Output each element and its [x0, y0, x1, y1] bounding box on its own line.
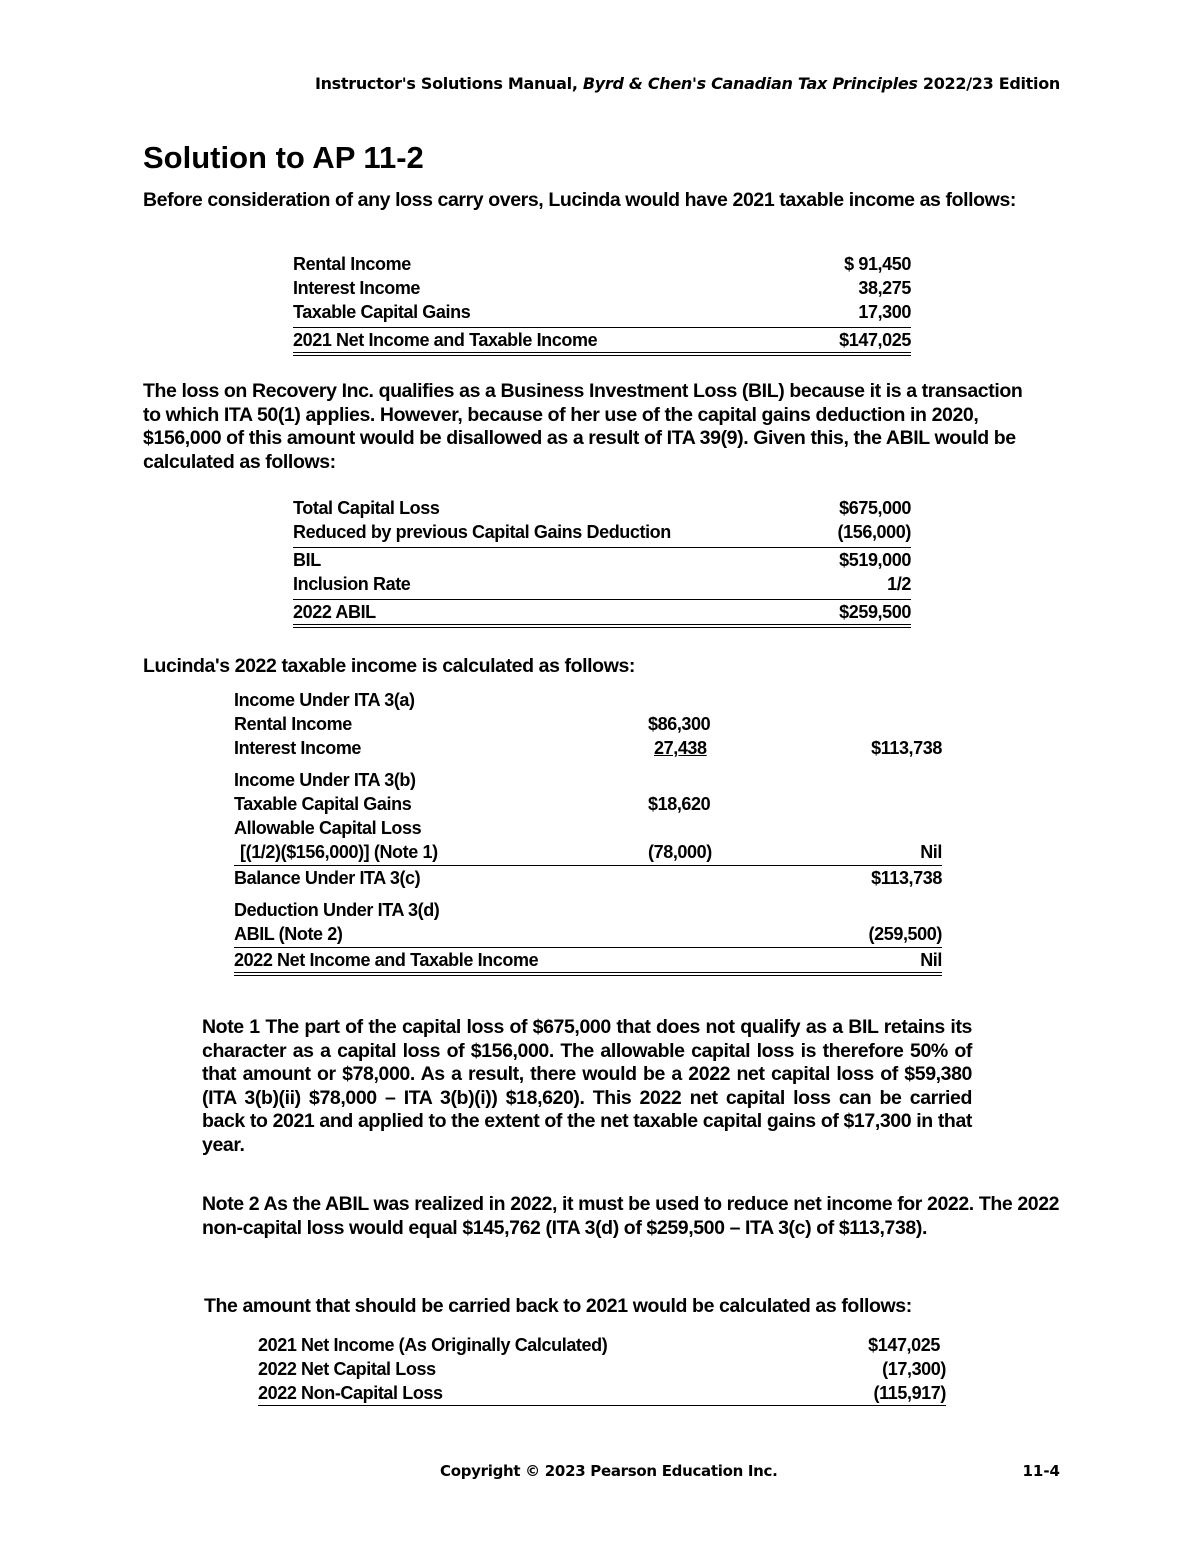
table-row [293, 252, 911, 276]
row-mid-value: 27,438 [654, 738, 707, 758]
table-total-row [293, 599, 911, 628]
row-value: (156,000) [837, 522, 911, 542]
header-book-title: Byrd & Chen's Canadian Tax Principles [582, 74, 918, 93]
copyright-footer: Copyright © 2023 Pearson Education Inc. [440, 1462, 778, 1480]
page-number: 11-4 [1022, 1462, 1060, 1480]
row-label: Balance Under ITA 3(c) [234, 868, 421, 888]
row-value: Nil [920, 842, 942, 862]
row-label: 2022 Net Income and Taxable Income [234, 950, 539, 970]
table-row [293, 547, 911, 572]
table-row [258, 1381, 946, 1406]
row-label: 2022 Non-Capital Loss [258, 1383, 443, 1403]
row-label: Rental Income [293, 254, 411, 274]
table-row [293, 276, 911, 300]
section-heading [234, 688, 942, 712]
section-heading [234, 898, 942, 922]
row-value: 1/2 [887, 574, 911, 594]
bil-paragraph: The loss on Recovery Inc. qualifies as a Business Investment Loss (BIL) because it is a transaction to which ITA 50(1) applies. However, because of her use of the capital gains deduction in 2020, $156,000 of this amount would be disallowed as a result of ITA 39(9). Given this, the ABIL would be calculated as follows: [143, 380, 1023, 473]
header-suffix: 2022/23 Edition [917, 74, 1060, 93]
table-total-row [234, 947, 942, 976]
note-1-text: The part of the capital loss of $675,000 that does not qualify as a BIL retains its character as a capital loss of $156,000. The allowable capital loss is therefore 50% of that amount or $78,000. As a result, there would be a 2022 net capital loss of $59,380 (ITA 3(b)(ii) $78,000 – ITA 3(b)(i)) $18,620). This 2022 net capital loss can be carried back to 2021 and applied to the extent of the net taxable capital gains of $17,300 in that year. [202, 1016, 972, 1156]
row-label: 2021 Net Income and Taxable Income [293, 330, 598, 350]
table-row [293, 300, 911, 324]
table-2021-income [293, 252, 911, 356]
row-label: Total Capital Loss [293, 498, 440, 518]
row-label: Interest Income [234, 738, 362, 758]
running-header [315, 74, 1060, 93]
row-label: Interest Income [293, 278, 421, 298]
row-value: (17,300) [882, 1359, 946, 1379]
heading-ita-3b: Income Under ITA 3(b) [234, 770, 416, 790]
note-2-label: Note 2 [202, 1193, 260, 1215]
note-1-label: Note 1 [202, 1016, 260, 1038]
row-label: BIL [293, 550, 321, 570]
row-label: ABIL (Note 2) [234, 924, 343, 944]
row-mid-value: $18,620 [648, 794, 711, 814]
row-value: $147,025 [868, 1335, 940, 1355]
row-label: Rental Income [234, 714, 352, 734]
row-value: $147,025 [839, 330, 911, 350]
row-value: $113,738 [871, 868, 942, 888]
row-value: Nil [920, 950, 942, 970]
row-label: Allowable Capital Loss [234, 818, 422, 838]
table-row [234, 792, 942, 816]
row-value: 38,275 [858, 278, 911, 298]
heading-ita-3a: Income Under ITA 3(a) [234, 690, 415, 710]
row-label: 2022 Net Capital Loss [258, 1359, 436, 1379]
row-value: $ 91,450 [844, 254, 911, 274]
table-row [258, 1357, 946, 1381]
note-2 [202, 1193, 1072, 1240]
table-carryback [258, 1333, 946, 1406]
row-value: 17,300 [858, 302, 911, 322]
taxable-income-intro: Lucinda's 2022 taxable income is calculated as follows: [143, 655, 635, 677]
intro-paragraph: Before consideration of any loss carry overs, Lucinda would have 2021 taxable income as follows: [143, 189, 1016, 211]
row-label: 2021 Net Income (As Originally Calculated) [258, 1335, 608, 1355]
row-mid-value: $86,300 [648, 714, 711, 734]
row-label: 2022 ABIL [293, 602, 376, 622]
table-abil [293, 496, 911, 628]
row-value: $113,738 [871, 738, 942, 758]
table-row [234, 865, 942, 890]
table-row [234, 816, 942, 840]
row-value: $519,000 [839, 550, 911, 570]
note-1 [202, 1016, 972, 1157]
row-label: [(1/2)($156,000)] (Note 1) [240, 842, 438, 862]
table-total-row [293, 327, 911, 356]
row-value: (115,917) [873, 1383, 946, 1403]
carryback-intro: The amount that should be carried back to 2021 would be calculated as follows: [204, 1295, 912, 1317]
row-value: $259,500 [839, 602, 911, 622]
table-row [234, 736, 942, 760]
row-label: Taxable Capital Gains [234, 794, 412, 814]
table-row [293, 520, 911, 544]
header-prefix: Instructor's Solutions Manual, [314, 74, 583, 93]
table-row [293, 496, 911, 520]
table-row [293, 572, 911, 596]
row-label: Taxable Capital Gains [293, 302, 471, 322]
page-title: Solution to AP 11-2 [143, 140, 424, 175]
row-value: $675,000 [839, 498, 911, 518]
table-row [234, 840, 942, 864]
table-2022-taxable-income [234, 688, 942, 976]
table-row [234, 712, 942, 736]
row-label: Reduced by previous Capital Gains Deduction [293, 522, 671, 542]
row-mid-value: (78,000) [648, 842, 712, 862]
table-row [234, 922, 942, 946]
section-heading [234, 768, 942, 792]
note-2-text: As the ABIL was realized in 2022, it must be used to reduce net income for 2022. The 2022 non-capital loss would equal $145,762 (ITA 3(d) of $259,500 – ITA 3(c) of $113,738). [202, 1193, 1060, 1239]
heading-ita-3d: Deduction Under ITA 3(d) [234, 900, 440, 920]
table-row [258, 1333, 946, 1357]
row-label: Inclusion Rate [293, 574, 411, 594]
row-value: (259,500) [868, 924, 942, 944]
